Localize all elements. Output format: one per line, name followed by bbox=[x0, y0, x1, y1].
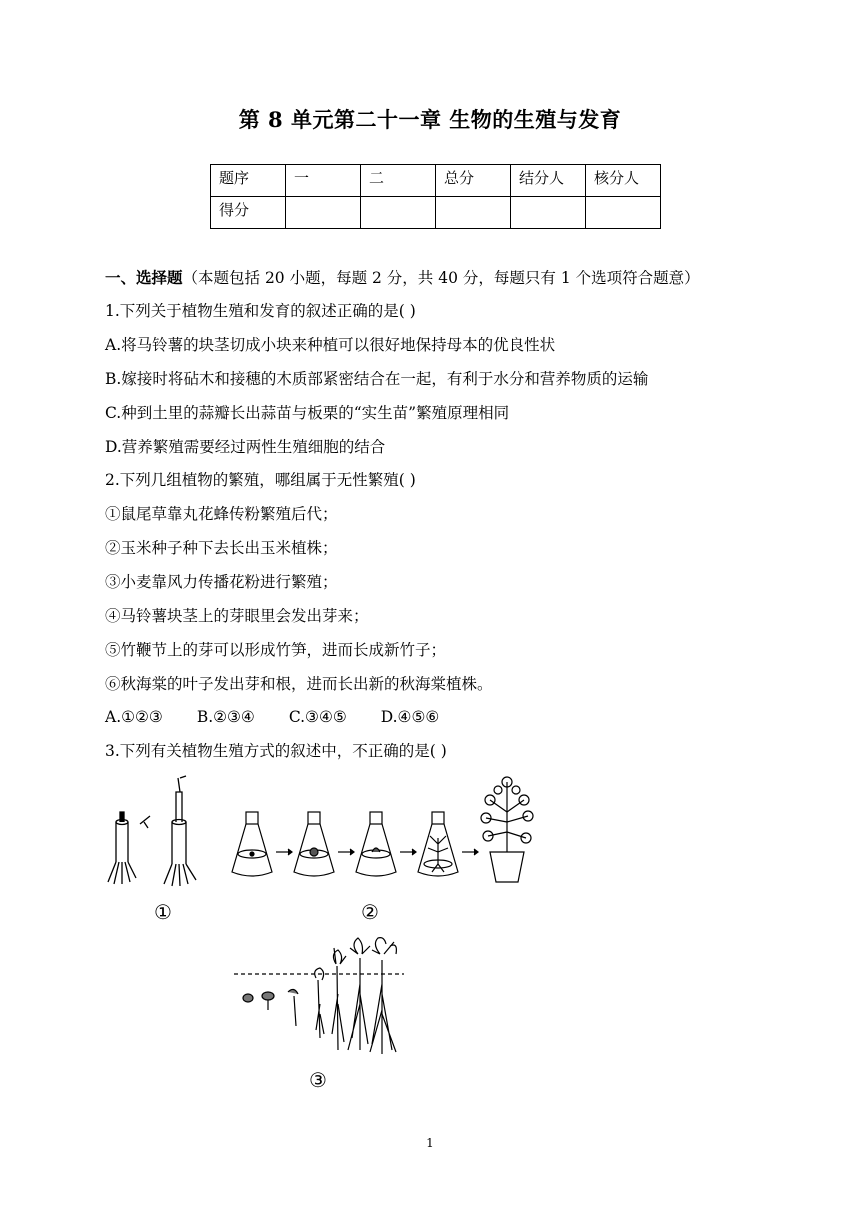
score-table-cell: 题序 bbox=[211, 165, 286, 197]
question-1-stem: 1.下列关于植物生殖和发育的叙述正确的是( ) bbox=[105, 302, 416, 320]
section-heading-note: （本题包括 20 小题，每题 2 分，共 40 分，每题只有 1 个选项符合题意） bbox=[182, 269, 700, 287]
score-table-score-row bbox=[211, 197, 661, 229]
score-table-header-row bbox=[211, 165, 661, 197]
page-title: 第 8 单元第二十一章 生物的生殖与发育 bbox=[238, 107, 622, 132]
flask-4 bbox=[418, 812, 458, 876]
figure-1-label: ① bbox=[154, 900, 172, 924]
question-2-item-2: ②玉米种子种下去长出玉米植株； bbox=[105, 539, 338, 557]
figure-2-label: ② bbox=[361, 900, 379, 924]
question-1-option-b: B.嫁接时将砧木和接穗的木质部紧密结合在一起，有利于水分和营养物质的运输 bbox=[105, 370, 649, 388]
score-table-cell: 结分人 bbox=[511, 165, 586, 197]
question-2-stem: 2.下列几组植物的繁殖，哪组属于无性繁殖( ) bbox=[105, 471, 416, 489]
flask-1 bbox=[232, 812, 272, 876]
question-3-stem: 3.下列有关植物生殖方式的叙述中，不正确的是( ) bbox=[105, 742, 447, 760]
question-2-item-1: ①鼠尾草靠丸花蜂传粉繁殖后代； bbox=[105, 505, 338, 523]
question-2-options bbox=[105, 707, 473, 727]
tissue-culture-illustration bbox=[228, 772, 538, 892]
score-blank-cell bbox=[361, 197, 436, 229]
score-table-cell: 核分人 bbox=[586, 165, 661, 197]
question-2-item-3: ③小麦靠风力传播花粉进行繁殖； bbox=[105, 573, 338, 591]
question-1-option-c: C.种到土里的蒜瓣长出蒜苗与板栗的“实生苗”繁殖原理相同 bbox=[105, 404, 510, 422]
question-2-option-a: A.①②③ bbox=[105, 708, 163, 726]
grafting-illustration bbox=[100, 772, 220, 892]
question-2-option-c: C.③④⑤ bbox=[288, 708, 347, 726]
figure-3-label: ③ bbox=[309, 1068, 327, 1092]
flask-3 bbox=[356, 812, 396, 876]
question-2-option-b: B.②③④ bbox=[196, 708, 255, 726]
score-table-row-label: 得分 bbox=[211, 197, 286, 229]
score-table-cell: 二 bbox=[361, 165, 436, 197]
score-blank-cell bbox=[586, 197, 661, 229]
section-heading bbox=[105, 268, 700, 288]
score-table bbox=[210, 164, 661, 229]
question-2-item-5: ⑤竹鞭节上的芽可以形成竹笋，进而长成新竹子； bbox=[105, 641, 447, 659]
question-2-item-6: ⑥秋海棠的叶子发出芽和根，进而长出新的秋海棠植株。 bbox=[105, 675, 493, 693]
question-1-option-a: A.将马铃薯的块茎切成小块来种植可以很好地保持母本的优良性状 bbox=[105, 336, 556, 354]
score-blank-cell bbox=[436, 197, 511, 229]
question-2-option-d: D.④⑤⑥ bbox=[380, 708, 440, 726]
flask-2 bbox=[294, 812, 334, 876]
score-blank-cell bbox=[511, 197, 586, 229]
question-2-item-4: ④马铃薯块茎上的芽眼里会发出芽来； bbox=[105, 607, 369, 625]
question-1-option-d: D.营养繁殖需要经过两性生殖细胞的结合 bbox=[105, 438, 386, 456]
seed-germination-illustration bbox=[232, 934, 412, 1060]
score-blank-cell bbox=[286, 197, 361, 229]
score-table-cell: 总分 bbox=[436, 165, 511, 197]
page-number: 1 bbox=[426, 1136, 434, 1150]
section-heading-title: 一、选择题 bbox=[105, 268, 183, 287]
potted-plant bbox=[481, 777, 533, 882]
score-table-cell: 一 bbox=[286, 165, 361, 197]
